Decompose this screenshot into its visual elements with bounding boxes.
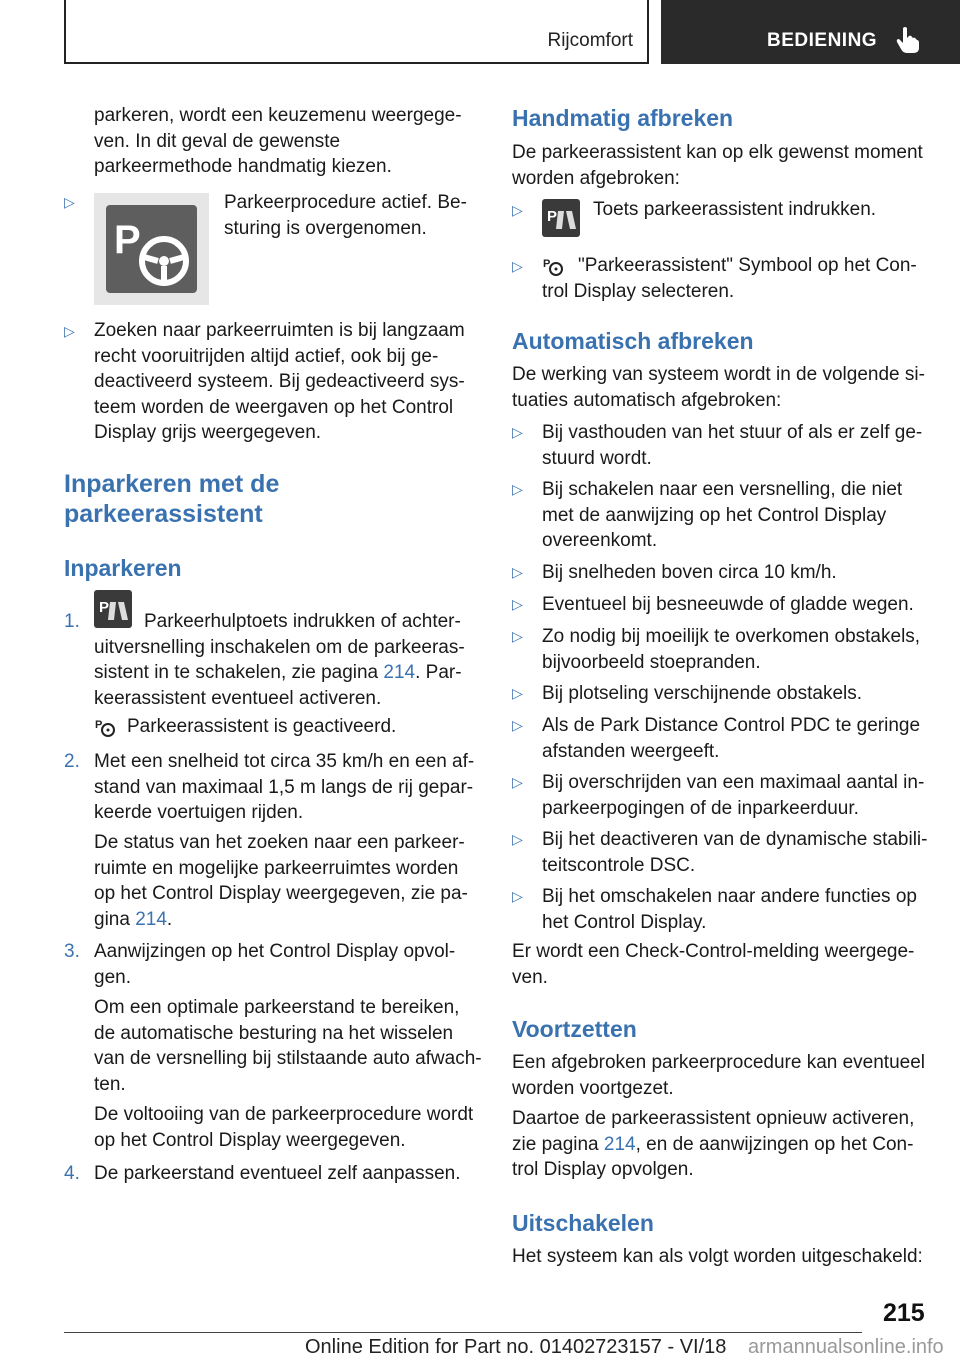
text-line: afstanden weergeeft. <box>542 740 720 762</box>
text-line: zie pagina <box>512 1133 604 1155</box>
bullet-triangle-icon: ▷ <box>512 888 523 904</box>
text-line: Om een optimale parkeerstand te bereiken, <box>94 997 460 1018</box>
step-text <box>94 939 455 990</box>
park-assist-button-icon <box>542 199 580 237</box>
text-line: overeenkomt. <box>542 530 658 551</box>
step-note: Parkeerassistent is geactiveerd. <box>127 716 397 737</box>
text-line: ven. In dit geval de gewenste <box>94 130 341 152</box>
text-line: Met een snelheid tot circa 35 km/h en een af- <box>94 751 475 772</box>
text-line: "Parkeerassistent" Symbool op het Con- <box>578 255 917 276</box>
text-line: teem worden de weergaven op het Control <box>94 396 454 418</box>
page-link[interactable]: 214 <box>135 908 167 930</box>
text-line: parkeermethode handmatig kiezen. <box>94 156 392 177</box>
paragraph <box>512 140 923 191</box>
bullet-triangle-icon: ▷ <box>64 323 75 339</box>
text-line: De status van het zoeken naar een parkeer- <box>94 832 465 853</box>
text-line: keerde voertuigen rijden. <box>94 802 304 823</box>
text-line: Aanwijzingen op het Control Display opvol- <box>94 941 456 962</box>
text-line: , en de aanwijzingen op het Con- <box>635 1133 914 1155</box>
text-line: De werking van systeem wordt in de volgende si- <box>512 364 925 385</box>
text-line: ten. <box>94 1073 126 1095</box>
list-item <box>542 770 924 821</box>
bullet-triangle-icon: ▷ <box>512 628 523 644</box>
text-line: keerassistent eventueel activeren. <box>94 687 382 709</box>
text-line: Bij het deactiveren van de dynamische stabili- <box>542 829 928 850</box>
bullet-triangle-icon: ▷ <box>512 774 523 790</box>
text-line: het Control Display. <box>542 911 707 933</box>
text-line: Als de Park Distance Control PDC te geringe <box>542 715 921 736</box>
paragraph <box>512 939 914 990</box>
text-line: van de versnelling bij stilstaande auto afwach- <box>94 1048 482 1069</box>
text-line: uitversnelling inschakelen om de parkeeras- <box>94 636 465 658</box>
text-line: . <box>166 908 173 930</box>
heading-line: Inparkeren met de <box>64 470 280 498</box>
header-chapter-box <box>661 0 960 64</box>
bullet-triangle-icon: ▷ <box>512 424 523 440</box>
pointing-hand-icon <box>895 26 921 54</box>
step-number: 1. <box>64 611 80 632</box>
paragraph: Het systeem kan als volgt worden uitgeschakeld: <box>512 1246 923 1267</box>
list-item <box>542 560 837 586</box>
text-line: Bij het omschakelen naar andere functies op <box>542 886 917 907</box>
text-line: sturing is overgenomen. <box>224 217 427 239</box>
text-line: op het Control Display weergegeven. <box>94 1129 406 1151</box>
page-link[interactable]: 214 <box>603 1133 636 1155</box>
bullet-triangle-icon: ▷ <box>512 831 523 847</box>
bullet-triangle-icon: ▷ <box>64 194 75 210</box>
text-line: sistent in te schakelen, zie pagina <box>94 662 384 683</box>
bullet-triangle-icon: ▷ <box>512 685 523 701</box>
subsection-heading: Inparkeren <box>64 555 182 581</box>
header-section-title: Rijcomfort <box>547 30 633 51</box>
paragraph <box>512 1106 914 1183</box>
list-item <box>542 713 920 764</box>
step-text <box>94 609 465 711</box>
bullet-triangle-icon: ▷ <box>512 258 523 274</box>
svg-text:P: P <box>547 208 558 225</box>
text-line: worden afgebroken: <box>512 167 680 189</box>
text-line: worden voortgezet. <box>512 1077 674 1099</box>
list-item <box>542 420 922 471</box>
list-item <box>542 884 917 935</box>
text-line: Display grijs weergegeven. <box>94 422 322 443</box>
subsection-heading: Uitschakelen <box>512 1210 654 1236</box>
list-item <box>542 681 862 707</box>
text-line: gen. <box>94 966 131 988</box>
header-chapter-title: BEDIENING <box>767 30 878 51</box>
svg-text:P: P <box>114 218 141 262</box>
text-line: trol Display selecteren. <box>542 280 735 302</box>
text-line: Bij vasthouden van het stuur of als er zelf ge- <box>542 422 923 443</box>
text-line: . Par- <box>415 662 462 683</box>
step-text <box>94 830 468 932</box>
text-line: met de aanwijzing op het Control Display <box>542 504 887 526</box>
park-assist-symbol-icon <box>94 716 116 738</box>
list-item <box>542 592 914 618</box>
text-line: op het Control Display weergegeven, zie pa- <box>94 883 468 904</box>
text-line: ruimte en mogelijke parkeerruimtes worden <box>94 857 459 879</box>
text-line: trol Display opvolgen. <box>512 1159 694 1180</box>
text-line: Zoeken naar parkeerruimten is bij langzaam <box>94 320 465 341</box>
text-line: de automatische besturing na het wisselen <box>94 1022 454 1044</box>
list-item <box>542 624 920 675</box>
section-heading <box>64 469 279 529</box>
page-number: 215 <box>883 1299 925 1327</box>
text-line: De voltooiing van de parkeerprocedure wordt <box>94 1104 474 1125</box>
text-line: De parkeerassistent kan op elk gewenst moment <box>512 142 923 163</box>
bullet-text: Toets parkeerassistent indrukken. <box>593 199 877 220</box>
text-line: Daartoe de parkeerassistent opnieuw activeren, <box>512 1108 915 1129</box>
text-line: Parkeerhulptoets indrukken of achter- <box>144 611 461 632</box>
bullet-text <box>542 253 917 304</box>
text-line: Bij overschrijden van een maximaal aantal in- <box>542 772 925 793</box>
text-line: tuaties automatisch afgebroken: <box>512 389 782 411</box>
intro-paragraph <box>94 103 462 180</box>
step-text: De parkeerstand eventueel zelf aanpassen. <box>94 1163 461 1184</box>
text-line: gina <box>94 908 136 930</box>
subsection-heading: Handmatig afbreken <box>512 105 734 131</box>
text-line: teitscontrole DSC. <box>542 854 696 876</box>
subsection-heading: Automatisch afbreken <box>512 328 754 354</box>
text-line: recht vooruitrijden altijd actief, ook bij ge- <box>94 345 439 367</box>
text-line: bijvoorbeeld stoepranden. <box>542 651 761 673</box>
bullet-text <box>94 318 465 446</box>
text-line: Bij schakelen naar een versnelling, die niet <box>542 479 903 500</box>
svg-text:P: P <box>95 719 103 731</box>
text-line: deactiveerd systeem. Bij gedeactiveerd sys- <box>94 371 465 392</box>
text-line: parkeerpogingen of de inparkeerduur. <box>542 797 859 819</box>
svg-text:P: P <box>543 258 551 270</box>
bullet-triangle-icon: ▷ <box>512 596 523 612</box>
page-link[interactable]: 214 <box>383 662 416 683</box>
bullet-text <box>224 190 467 241</box>
paragraph <box>512 362 925 413</box>
heading-line: parkeerassistent <box>64 500 263 528</box>
svg-text:P: P <box>99 599 110 616</box>
subsection-heading: Voortzetten <box>512 1016 637 1042</box>
text-line: Bij plotseling verschijnende obstakels. <box>542 683 863 704</box>
text-line: Parkeerprocedure actief. Be- <box>224 192 467 213</box>
text-line: Zo nodig bij moeilijk te overkomen obstakels, <box>542 626 921 647</box>
bullet-triangle-icon: ▷ <box>512 564 523 580</box>
text-line: stand van maximaal 1,5 m langs de rij gepar- <box>94 776 474 798</box>
footer-divider <box>64 1332 862 1333</box>
step-number: 4. <box>64 1163 80 1184</box>
bullet-triangle-icon: ▷ <box>512 717 523 733</box>
text-line: stuurd wordt. <box>542 447 652 469</box>
step-text <box>94 995 482 1097</box>
text-line: parkeren, wordt een keuzemenu weergege- <box>94 105 462 126</box>
text-line: ven. <box>512 966 548 988</box>
parking-steering-icon <box>94 193 209 305</box>
bullet-triangle-icon: ▷ <box>512 481 523 497</box>
step-number: 2. <box>64 751 80 772</box>
text-line: Bij snelheden boven circa 10 km/h. <box>542 562 837 583</box>
step-text <box>94 749 474 826</box>
text-line: Een afgebroken parkeerprocedure kan eventueel <box>512 1052 926 1073</box>
list-item <box>542 477 902 554</box>
bullet-triangle-icon: ▷ <box>512 202 523 218</box>
watermark: armannualsonline.info <box>748 1336 944 1358</box>
footer-edition: Online Edition for Part no. 01402723157 - VI/18 <box>305 1336 727 1358</box>
text-line: Eventueel bij besneeuwde of gladde wegen. <box>542 594 914 615</box>
list-item <box>542 827 927 878</box>
header-section-box <box>64 0 649 64</box>
text-line: Er wordt een Check-Control-melding weergege- <box>512 941 915 962</box>
step-text <box>94 1102 473 1153</box>
step-number: 3. <box>64 941 80 962</box>
paragraph <box>512 1050 925 1101</box>
